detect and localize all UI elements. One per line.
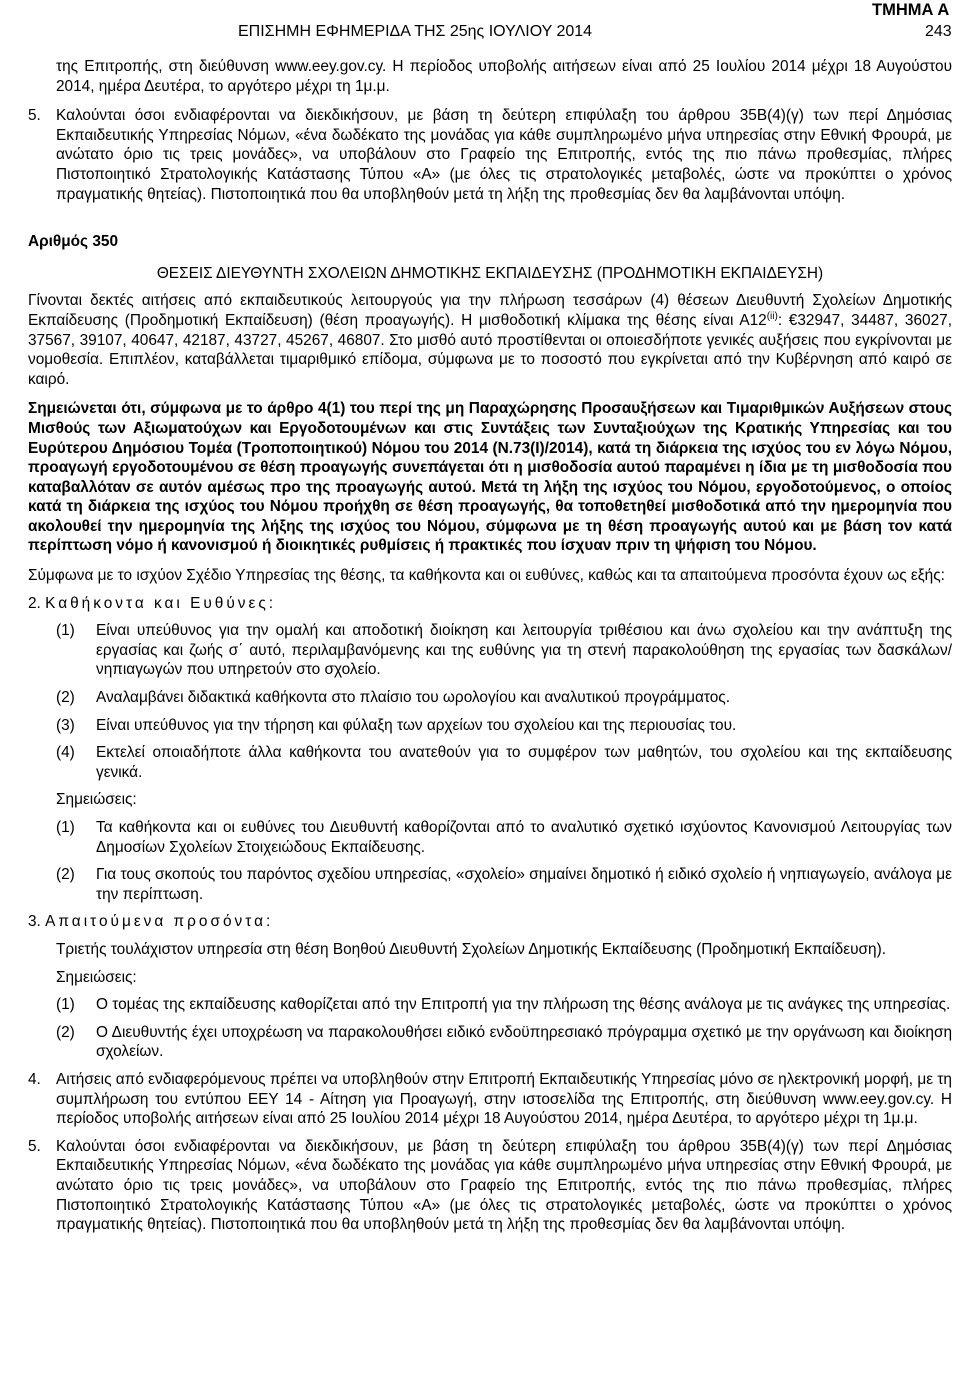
item-number: 5. [28, 107, 41, 125]
list-item [56, 995, 952, 1015]
notes-label: Σημειώσεις: [56, 968, 137, 986]
list-item-text: Αναλαμβάνει διδακτικά καθήκοντα στο πλαίσιο του ωρολογίου και αναλυτικού προγράμματος. [96, 689, 730, 707]
intro-paragraph [28, 291, 952, 389]
item-number: 4. [28, 1070, 41, 1088]
qualifications-heading [28, 912, 952, 932]
page-header [0, 0, 960, 48]
qualifications-text: Τριετής τουλάχιστον υπηρεσία στη θέση Βοηθού Διευθυντή Σχολείων Δημοτικής Εκπαίδευσης (Προδημοτική Εκπαίδευση). [56, 940, 886, 958]
list-item-text: Ο τομέας της εκπαίδευσης καθορίζεται από την Επιτροπή για την πλήρωση της θέσης ανάλογα με τις ανάγκες της υπηρεσίας. [96, 996, 951, 1014]
list-item [56, 1023, 952, 1062]
qualifications-title: Απαιτούμενα προσόντα: [45, 913, 274, 931]
list-item-number: (2) [56, 689, 75, 707]
list-item-number: (2) [56, 1023, 75, 1041]
qualifications-number: 3. [28, 913, 41, 931]
document-body [28, 57, 952, 1243]
intro-superscript: (ii) [766, 310, 778, 322]
item-number: 5. [28, 1137, 41, 1155]
list-item-number: (3) [56, 716, 75, 734]
duties-heading [28, 594, 952, 614]
list-item-text: Είναι υπεύθυνος για την ομαλή και αποδοτική διοίκηση και λειτουργία τριθέσιου και άνω σχολείου και την ανάπτυξη της εργασίας και ζωής σ΄ αυτό, περιλαμβανόμενης και της ευθύνης για τη στενή παρακολούθηση της εργασίας των δασκάλων/ νηπιαγωγών που υπηρετούν στο σχολείο. [96, 622, 952, 679]
list-item-text: Ο Διευθυντής έχει υποχρέωση να παρακολουθήσει ειδικό ενδοϋπηρεσιακό πρόγραμμα σχετικό με την οργάνωση και διοίκηση σχολείων. [96, 1023, 952, 1061]
list-item [56, 743, 952, 782]
list-item [56, 688, 952, 708]
list-item-number: (1) [56, 996, 75, 1014]
page-number: 243 [925, 23, 952, 40]
list-item-text: Εκτελεί οποιαδήποτε άλλα καθήκοντα του ανατεθούν για το συμφέρον των μαθητών, του σχολείου και της εκπαίδευσης γενικά. [96, 744, 952, 781]
continuation-paragraph: της Επιτροπής, στη διεύθυνση www.eey.gov.cy. Η περίοδος υποβολής αιτήσεων είναι από 25 Ιουλίου 2014 μέχρι 18 Αυγούστου 2014, ημέρα Δευτέρα, το αργότερο μέχρι τη 1μ.μ. [56, 58, 952, 95]
gazette-title: ΕΠΙΣΗΜΗ ΕΦΗΜΕΡΙΔΑ ΤΗΣ 25ης ΙΟΥΛΙΟΥ 2014 [238, 23, 593, 40]
numbered-item-5-top [28, 106, 952, 204]
list-item [56, 865, 952, 904]
plan-paragraph: Σύμφωνα με το ισχύον Σχέδιο Υπηρεσίας της θέσης, τα καθήκοντα και οι ευθύνες, καθώς και τα απαιτούμενα προσόντα έχουν ως εξής: [28, 567, 945, 585]
list-item-number: (4) [56, 744, 75, 762]
note-bold-paragraph: Σημειώνεται ότι, σύμφωνα με το άρθρο 4(1) του περί της μη Παραχώρησης Προσαυξήσεων και Τιμαριθμικών Αυξήσεων στους Μισθούς των Αξιωματούχων και Εργοδοτουμένων και στις Συντάξεις των Συνταξιούχων της Κρατικής Υπηρεσίας και του Ευρύτερου Δημόσιου Τομέα (Τροποποιητικού) Νόμου του 2014 (Ν.73(Ι)/2014), κατά τη διάρκεια της ισχύος του εν λόγω Νόμου, προαγωγή εργοδοτουμένου σε θέση προαγωγής συνεπάγεται ότι η μισθοδοσία αυτού παραμένει η ίδια με τη μισθοδοσία που καταβαλλόταν σε αυτόν αμέσως προ της προαγωγής αυτού. Μετά τη λήξη της ισχύος του Νόμου, εργοδοτούμενος, ο οποίος κατά τη διάρκεια της ισχύος του Νόμου προήχθη σε θέση προαγωγής, θα τοποθετηθεί μισθοδοτικά από την ημερομηνία που ακολουθεί την ημερομηνία της λήξης της ισχύος του Νόμου, σύμφωνα με τη θέση προαγωγής αυτού και με βάση τον κατά περίπτωση νόμο ή κανονισμού ή διοικητικές ρυθμίσεις ή πρακτικές που ίσχυαν πριν τη ψήφιση του Νόμου. [28, 400, 952, 555]
notes-list [28, 995, 952, 1062]
list-item [56, 621, 952, 680]
duties-list [28, 621, 952, 782]
list-item-number: (1) [56, 819, 75, 836]
intro-text-b: : €32947, 34487, 36027, 37567, 39107, 40647, 42187, 43727, 45267, 46807. Στο μισθό αυτό προστίθενται οι οποιεσδήποτε γενικές αυξήσεις που εγκρίνονται με νομοθεσία. Επιπλέον, καταβάλλεται τιμαριθμικό επίδομα, σύμφωνα με το ποσοστό που εγκρίνεται από την Κυβέρνηση από καιρό σε καιρό. [28, 311, 952, 388]
section-label: ΤΜΗΜΑ Α [872, 1, 950, 19]
list-item-text: Τα καθήκοντα και οι ευθύνες του Διευθυντή καθορίζονται από το αναλυτικό σχετικό ισχύοντος Κανονισμού Λειτουργίας των Δημοσίων Σχολείων Στοιχειώδους Εκπαίδευσης. [96, 819, 952, 856]
numbered-item-5 [28, 1137, 952, 1235]
item-text: Καλούνται όσοι ενδιαφέρονται να διεκδικήσουν, με βάση τη δεύτερη επιφύλαξη του άρθρου 35Β(4)(γ) των περί Δημόσιας Εκπαιδευτικής Υπηρεσίας Νόμων, «ένα δωδέκατο της μονάδας για κάθε συμπληρωμένο μήνα υπηρεσίας στην Εθνική Φρουρά, με ανώτατο όριο τις τρεις μονάδες», να υποβάλουν στο Γραφείο της Επιτροπής, εντός της πιο πάνω προθεσμίας, πλήρες Πιστοποιητικό Στρατολογικής Κατάστασης Τύπου «Α» (με όλες τις στρατολογικές μεταβολές, ώστε να προκύπτει ο χρόνος πραγματικής θητείας). Πιστοποιητικά που θα υποβληθούν μετά τη λήξη της προθεσμίας δεν θα λαμβάνονται υπόψη. [56, 107, 952, 203]
list-item [56, 818, 952, 857]
notice-title: ΘΕΣΕΙΣ ΔΙΕΥΘΥΝΤΗ ΣΧΟΛΕΙΩΝ ΔΗΜΟΤΙΚΗΣ ΕΚΠΑΙΔΕΥΣΗΣ (ΠΡΟΔΗΜΟΤΙΚΗ ΕΚΠΑΙΔΕΥΣΗ) [156, 264, 824, 282]
numbered-item-4 [28, 1070, 952, 1129]
duties-number: 2. [28, 594, 41, 612]
item-text: Καλούνται όσοι ενδιαφέρονται να διεκδικήσουν, με βάση τη δεύτερη επιφύλαξη του άρθρου 35Β(4)(γ) των περί Δημόσιας Εκπαιδευτικής Υπηρεσίας Νόμων, «ένα δωδέκατο της μονάδας για κάθε συμπληρωμένο μήνα υπηρεσίας στην Εθνική Φρουρά, με ανώτατο όριο τις τρεις μονάδες», να υποβάλουν στο Γραφείο της Επιτροπής, εντός της πιο πάνω προθεσμίας, πλήρες Πιστοποιητικό Στρατολογικής Κατάστασης Τύπου «Α» (με όλες τις στρατολογικές μεταβολές, ώστε να προκύπτει ο χρόνος πραγματικής θητείας). Πιστοποιητικά που θα υποβληθούν μετά τη λήξη της προθεσμίας δεν θα λαμβάνονται υπόψη. [56, 1137, 952, 1234]
notes-list [28, 818, 952, 904]
list-item-text: Για τους σκοπούς του παρόντος σχεδίου υπηρεσίας, «σχολείο» σημαίνει δημοτικό ή ειδικό σχολείο ή νηπιαγωγείο, ανάλογα με την περίπτωση. [96, 866, 952, 903]
duties-title: Καθήκοντα και Ευθύνες: [45, 594, 277, 612]
intro-text-a: Γίνονται δεκτές αιτήσεις από εκπαιδευτικούς λειτουργούς για την πλήρωση τεσσάρων (4) θέσεων Διευθυντή Σχολείων Δημοτικής Εκπαίδευσης (Προδημοτική Εκπαίδευση) (θέση προαγωγής). Η μισθοδοτική κλίμακα της θέσης είναι Α12 [28, 292, 952, 329]
notes-label: Σημειώσεις: [56, 791, 137, 809]
list-item-text: Είναι υπεύθυνος για την τήρηση και φύλαξη των αρχείων του σχολείου και της περιουσίας του. [96, 716, 737, 734]
list-item-number: (1) [56, 622, 75, 640]
notice-number: Αριθμός 350 [28, 233, 119, 251]
item-text: Αιτήσεις από ενδιαφερόμενους πρέπει να υποβληθούν στην Επιτροπή Εκπαιδευτικής Υπηρεσίας μόνο σε ηλεκτρονική μορφή, με τη συμπλήρωση του εντύπου ΕΕΥ 14 - Αίτηση για Προαγωγή, στην ιστοσελίδα της Επιτροπής, στη διεύθυνση www.eey.gov.cy. Η περίοδος υποβολής αιτήσεων είναι από 25 Ιουλίου 2014 μέχρι 18 Αυγούστου 2014, ημέρα Δευτέρα, το αργότερο μέχρι τη 1μ.μ. [56, 1070, 952, 1128]
list-item-number: (2) [56, 866, 75, 884]
list-item [56, 716, 952, 736]
